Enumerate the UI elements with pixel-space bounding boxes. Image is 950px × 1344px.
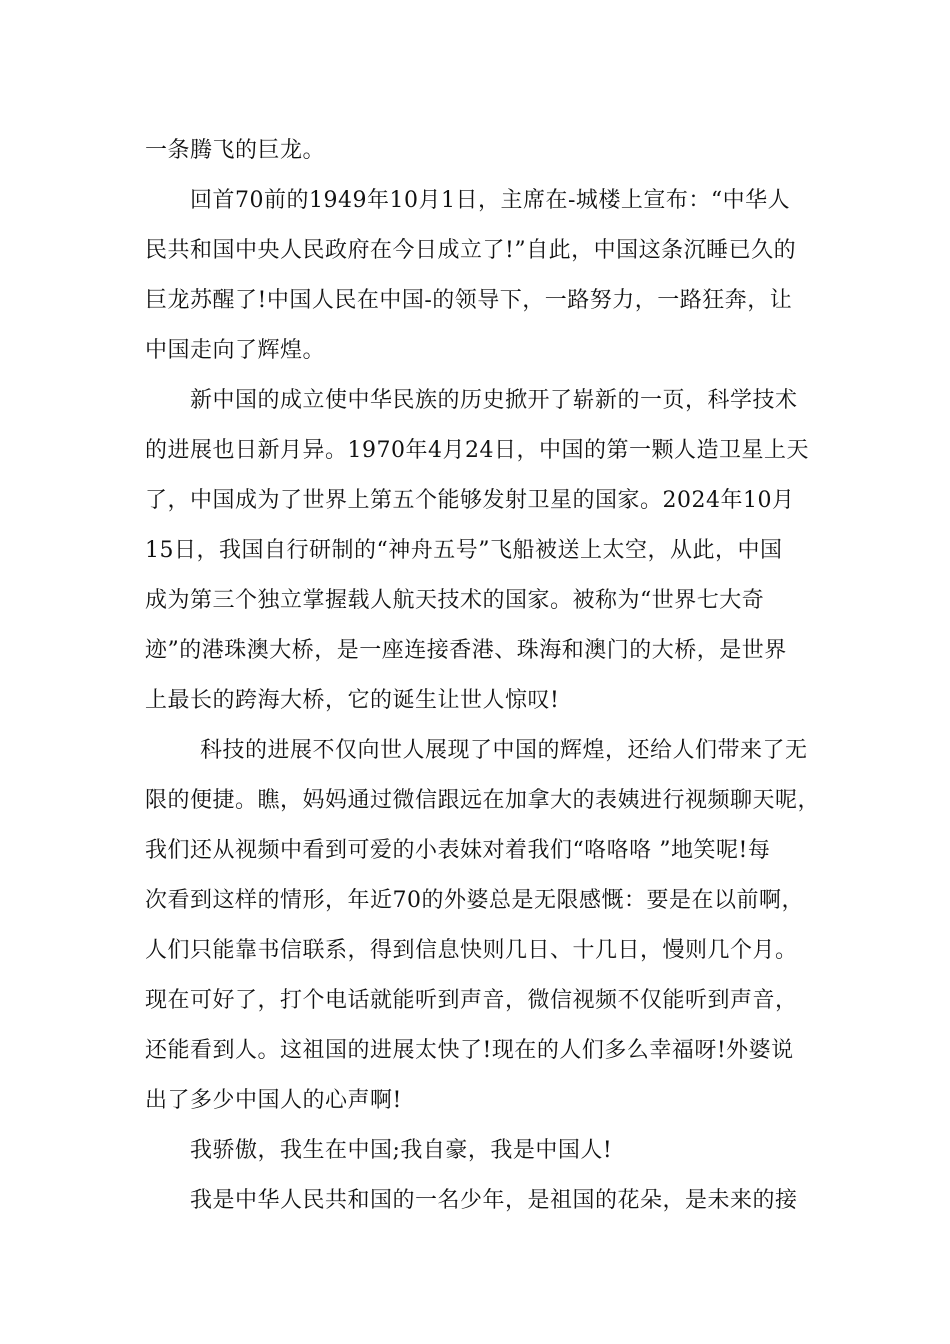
- paragraph-start-line: 新中国的成立使中华民族的历史掀开了崭新的一页，科学技术: [190, 388, 798, 413]
- paragraph-start-line: 我骄傲，我生在中国;我自豪，我是中国人!: [190, 1138, 613, 1163]
- text-line: 一条腾飞的巨龙。: [145, 138, 326, 163]
- text-line: 了，中国成为了世界上第五个能够发射卫星的国家。2024年10月: [145, 488, 795, 513]
- paragraph-start-line: 回首70前的1949年10月1日，主席在-城楼上宣布：“中华人: [190, 188, 791, 213]
- text-line: 迹”的港珠澳大桥，是一座连接香港、珠海和澳门的大桥，是世界: [145, 638, 787, 663]
- text-line: 15日，我国自行研制的“神舟五号”飞船被送上太空，从此，中国: [145, 538, 783, 563]
- text-line: 民共和国中央人民政府在今日成立了!”自此，中国这条沉睡已久的: [145, 238, 797, 263]
- text-line: 人们只能靠书信联系，得到信息快则几日、十几日，慢则几个月。: [145, 938, 798, 963]
- text-line: 出了多少中国人的心声啊!: [145, 1088, 402, 1113]
- text-line: 成为第三个独立掌握载人航天技术的国家。被称为“世界七大奇: [145, 588, 765, 613]
- text-line: 现在可好了，打个电话就能听到声音，微信视频不仅能听到声音，: [145, 988, 798, 1013]
- paragraph-start-line: 我是中华人民共和国的一名少年，是祖国的花朵，是未来的接: [190, 1188, 798, 1213]
- text-line: 我们还从视频中看到可爱的小表妹对着我们“咯咯咯 ”地笑呢!每: [145, 838, 771, 863]
- text-line: 次看到这样的情形，年近70的外婆总是无限感慨：要是在以前啊，: [145, 888, 804, 913]
- text-line: 还能看到人。这祖国的进展太快了!现在的人们多么幸福呀!外婆说: [145, 1038, 794, 1063]
- paragraph-start-line: 科技的进展不仅向世人展现了中国的辉煌，还给人们带来了无: [200, 738, 808, 763]
- text-line: 的进展也日新月异。1970年4月24日，中国的第一颗人造卫星上天: [145, 438, 809, 463]
- text-line: 限的便捷。瞧，妈妈通过微信跟远在加拿大的表姨进行视频聊天呢，: [145, 788, 821, 813]
- text-line: 上最长的跨海大桥，它的诞生让世人惊叹!: [145, 688, 560, 713]
- text-line: 巨龙苏醒了!中国人民在中国-的领导下，一路努力，一路狂奔，让: [145, 288, 793, 313]
- text-line: 中国走向了辉煌。: [145, 338, 326, 363]
